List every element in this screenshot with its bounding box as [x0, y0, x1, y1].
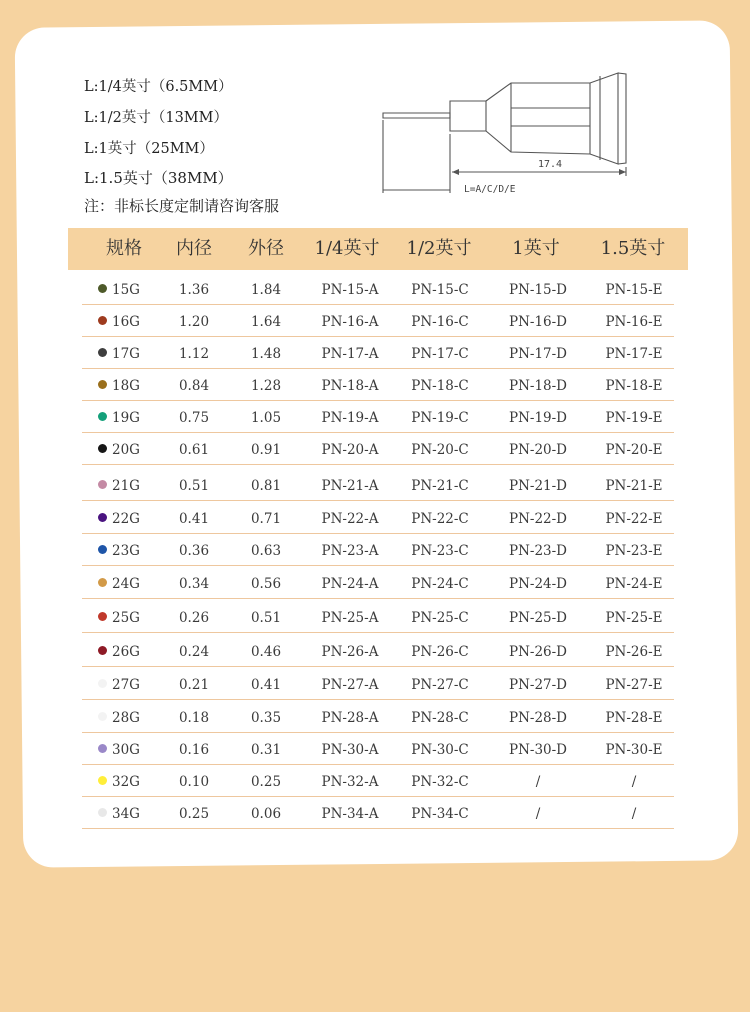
half-inch-code-cell: PN-18-C: [411, 378, 469, 394]
inner-diameter-cell: 0.21: [178, 677, 210, 693]
dimension-label: 17.4: [537, 159, 563, 170]
gauge-color-dot: [98, 712, 107, 721]
gauge-cell: 20G: [112, 442, 140, 458]
one-half-inch-code-cell: PN-18-E: [605, 378, 663, 394]
note-one-inch: L:1英寸（25MM）: [84, 141, 214, 157]
table-row: [82, 600, 674, 633]
outer-diameter-cell: 1.84: [250, 282, 282, 298]
outer-diameter-cell: 0.35: [250, 710, 282, 726]
one-inch-code-cell: PN-21-D: [508, 478, 568, 494]
table-row: [82, 701, 674, 733]
note-half-inch: L:1/2英寸（13MM）: [84, 110, 228, 126]
half-inch-code-cell: PN-16-C: [411, 314, 469, 330]
half-inch-code-cell: PN-23-C: [411, 543, 469, 559]
outer-diameter-cell: 1.28: [250, 378, 282, 394]
header-outer-diameter: 外径: [248, 238, 284, 259]
quarter-inch-code-cell: PN-26-A: [321, 644, 379, 660]
one-half-inch-code-cell: PN-20-E: [605, 442, 663, 458]
gauge-cell: 24G: [112, 576, 140, 592]
table-row: [82, 535, 674, 566]
needle-diagram: [378, 68, 638, 200]
half-inch-code-cell: PN-30-C: [411, 742, 469, 758]
table-row: [82, 306, 674, 337]
one-inch-code-cell: PN-28-D: [508, 710, 568, 726]
inner-diameter-cell: 1.36: [178, 282, 210, 298]
one-inch-code-cell: PN-20-D: [508, 442, 568, 458]
inner-diameter-cell: 0.10: [178, 774, 210, 790]
gauge-color-dot: [98, 348, 107, 357]
header-inner-diameter: 内径: [176, 238, 212, 259]
header-half-inch: 1/2英寸: [406, 238, 472, 259]
table-row: [82, 466, 674, 501]
quarter-inch-code-cell: PN-15-A: [321, 282, 379, 298]
one-inch-code-cell: PN-19-D: [508, 410, 568, 426]
quarter-inch-code-cell: PN-27-A: [321, 677, 379, 693]
note-quarter-inch: L:1/4英寸（6.5MM）: [84, 79, 233, 95]
one-half-inch-code-cell: PN-30-E: [605, 742, 663, 758]
gauge-color-dot: [98, 480, 107, 489]
gauge-color-dot: [98, 380, 107, 389]
one-half-inch-code-cell: PN-23-E: [605, 543, 663, 559]
half-inch-code-cell: PN-24-C: [411, 576, 469, 592]
half-inch-code-cell: PN-34-C: [411, 806, 469, 822]
outer-diameter-cell: 0.56: [250, 576, 282, 592]
outer-diameter-cell: 0.46: [250, 644, 282, 660]
gauge-color-dot: [98, 545, 107, 554]
gauge-cell: 32G: [112, 774, 140, 790]
gauge-cell: 17G: [112, 346, 140, 362]
one-inch-code-cell: PN-23-D: [508, 543, 568, 559]
gauge-color-dot: [98, 744, 107, 753]
outer-diameter-cell: 1.48: [250, 346, 282, 362]
quarter-inch-code-cell: PN-25-A: [321, 610, 379, 626]
inner-diameter-cell: 1.12: [178, 346, 210, 362]
one-inch-code-cell: PN-25-D: [508, 610, 568, 626]
outer-diameter-cell: 1.05: [250, 410, 282, 426]
gauge-color-dot: [98, 808, 107, 817]
quarter-inch-code-cell: PN-24-A: [321, 576, 379, 592]
gauge-cell: 18G: [112, 378, 140, 394]
note-one-half-inch: L:1.5英寸（38MM）: [84, 169, 233, 187]
half-inch-code-cell: PN-15-C: [411, 282, 469, 298]
table-row: [82, 567, 674, 599]
half-inch-code-cell: PN-19-C: [411, 410, 469, 426]
quarter-inch-code-cell: PN-30-A: [321, 742, 379, 758]
one-half-inch-code-cell: /: [631, 774, 637, 790]
table-row: [82, 338, 674, 369]
one-half-inch-code-cell: PN-15-E: [605, 282, 663, 298]
one-inch-code-cell: PN-26-D: [508, 644, 568, 660]
quarter-inch-code-cell: PN-18-A: [321, 378, 379, 394]
inner-diameter-cell: 0.34: [178, 576, 210, 592]
gauge-color-dot: [98, 679, 107, 688]
one-inch-code-cell: PN-15-D: [508, 282, 568, 298]
one-half-inch-code-cell: PN-25-E: [605, 610, 663, 626]
table-row: [82, 734, 674, 765]
inner-diameter-cell: 0.36: [178, 543, 210, 559]
inner-diameter-cell: 0.25: [178, 806, 210, 822]
half-inch-code-cell: PN-22-C: [411, 511, 469, 527]
quarter-inch-code-cell: PN-16-A: [321, 314, 379, 330]
outer-diameter-cell: 0.81: [250, 478, 282, 494]
half-inch-code-cell: PN-27-C: [411, 677, 469, 693]
outer-diameter-cell: 0.25: [250, 774, 282, 790]
gauge-color-dot: [98, 284, 107, 293]
half-inch-code-cell: PN-32-C: [411, 774, 469, 790]
gauge-cell: 23G: [112, 543, 140, 559]
outer-diameter-cell: 1.64: [250, 314, 282, 330]
inner-diameter-cell: 0.26: [178, 610, 210, 626]
gauge-color-dot: [98, 612, 107, 621]
gauge-color-dot: [98, 776, 107, 785]
one-half-inch-code-cell: PN-27-E: [605, 677, 663, 693]
gauge-cell: 19G: [112, 410, 140, 426]
gauge-cell: 21G: [112, 478, 140, 494]
gauge-color-dot: [98, 578, 107, 587]
inner-diameter-cell: 0.16: [178, 742, 210, 758]
table-row: [82, 668, 674, 700]
header-quarter-inch: 1/4英寸: [314, 238, 380, 259]
quarter-inch-code-cell: PN-34-A: [321, 806, 379, 822]
table-row: [82, 272, 674, 305]
quarter-inch-code-cell: PN-28-A: [321, 710, 379, 726]
table-row: [82, 798, 674, 829]
header-gauge: 规格: [106, 238, 142, 259]
one-inch-code-cell: PN-16-D: [508, 314, 568, 330]
table-row: [82, 502, 674, 534]
inner-diameter-cell: 1.20: [178, 314, 210, 330]
outer-diameter-cell: 0.91: [250, 442, 282, 458]
header-one-half-inch: 1.5英寸: [600, 238, 666, 259]
gauge-cell: 27G: [112, 677, 140, 693]
half-inch-code-cell: PN-28-C: [411, 710, 469, 726]
quarter-inch-code-cell: PN-21-A: [321, 478, 379, 494]
half-inch-code-cell: PN-17-C: [411, 346, 469, 362]
length-notes: [84, 72, 279, 221]
inner-diameter-cell: 0.24: [178, 644, 210, 660]
inner-diameter-cell: 0.41: [178, 511, 210, 527]
one-inch-code-cell: PN-24-D: [508, 576, 568, 592]
outer-diameter-cell: 0.06: [250, 806, 282, 822]
gauge-cell: 16G: [112, 314, 140, 330]
quarter-inch-code-cell: PN-20-A: [321, 442, 379, 458]
half-inch-code-cell: PN-20-C: [411, 442, 469, 458]
one-half-inch-code-cell: PN-17-E: [605, 346, 663, 362]
inner-diameter-cell: 0.75: [178, 410, 210, 426]
gauge-cell: 26G: [112, 644, 140, 660]
one-inch-code-cell: PN-27-D: [508, 677, 568, 693]
half-inch-code-cell: PN-26-C: [411, 644, 469, 660]
quarter-inch-code-cell: PN-19-A: [321, 410, 379, 426]
one-half-inch-code-cell: PN-21-E: [605, 478, 663, 494]
gauge-cell: 28G: [112, 710, 140, 726]
inner-diameter-cell: 0.51: [178, 478, 210, 494]
outer-diameter-cell: 0.51: [250, 610, 282, 626]
one-half-inch-code-cell: /: [631, 806, 637, 822]
outer-diameter-cell: 0.31: [250, 742, 282, 758]
note-custom-length: 注：非标长度定制请咨询客服: [84, 197, 280, 215]
one-half-inch-code-cell: PN-28-E: [605, 710, 663, 726]
gauge-cell: 30G: [112, 742, 140, 758]
one-inch-code-cell: PN-22-D: [508, 511, 568, 527]
gauge-color-dot: [98, 316, 107, 325]
table-row: [82, 434, 674, 465]
half-inch-code-cell: PN-21-C: [411, 478, 469, 494]
quarter-inch-code-cell: PN-23-A: [321, 543, 379, 559]
one-inch-code-cell: /: [535, 806, 541, 822]
gauge-cell: 15G: [112, 282, 140, 298]
one-half-inch-code-cell: PN-26-E: [605, 644, 663, 660]
one-half-inch-code-cell: PN-19-E: [605, 410, 663, 426]
one-half-inch-code-cell: PN-24-E: [605, 576, 663, 592]
one-inch-code-cell: PN-30-D: [508, 742, 568, 758]
outer-diameter-cell: 0.71: [250, 511, 282, 527]
length-label: L=A/C/D/E: [464, 184, 516, 195]
one-inch-code-cell: /: [535, 774, 541, 790]
one-half-inch-code-cell: PN-22-E: [605, 511, 663, 527]
half-inch-code-cell: PN-25-C: [411, 610, 469, 626]
table-row: [82, 370, 674, 401]
quarter-inch-code-cell: PN-22-A: [321, 511, 379, 527]
quarter-inch-code-cell: PN-32-A: [321, 774, 379, 790]
outer-diameter-cell: 0.41: [250, 677, 282, 693]
one-half-inch-code-cell: PN-16-E: [605, 314, 663, 330]
gauge-cell: 25G: [112, 610, 140, 626]
one-inch-code-cell: PN-18-D: [508, 378, 568, 394]
table-row: [82, 402, 674, 433]
gauge-cell: 34G: [112, 806, 140, 822]
gauge-color-dot: [98, 513, 107, 522]
table-row: [82, 634, 674, 667]
header-one-inch: 1英寸: [512, 238, 560, 259]
outer-diameter-cell: 0.63: [250, 543, 282, 559]
gauge-color-dot: [98, 646, 107, 655]
table-header: [68, 228, 688, 270]
gauge-color-dot: [98, 444, 107, 453]
inner-diameter-cell: 0.61: [178, 442, 210, 458]
gauge-color-dot: [98, 412, 107, 421]
table-row: [82, 766, 674, 797]
inner-diameter-cell: 0.18: [178, 710, 210, 726]
gauge-cell: 22G: [112, 511, 140, 527]
one-inch-code-cell: PN-17-D: [508, 346, 568, 362]
inner-diameter-cell: 0.84: [178, 378, 210, 394]
quarter-inch-code-cell: PN-17-A: [321, 346, 379, 362]
